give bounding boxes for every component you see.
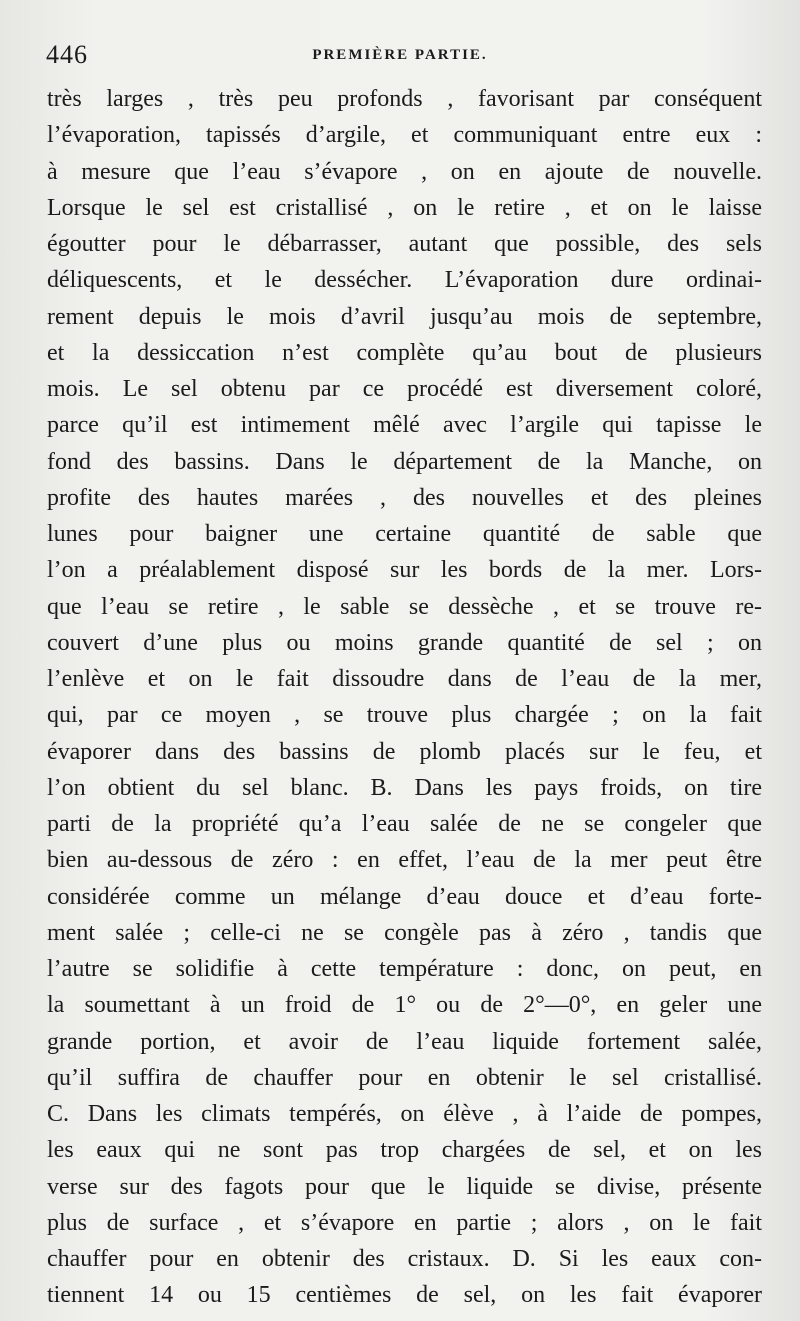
text-line: lunes pour baigner une certaine quantité de sable que	[47, 521, 762, 547]
text-line: l’autre se solidifie à cette température : donc, on peut, en	[47, 956, 762, 982]
text-line: qui, par ce moyen , se trouve plus chargée ; on la fait	[47, 702, 762, 729]
text-line: parti de la propriété qu’a l’eau salée de ne se congeler que	[47, 811, 762, 837]
running-title: PREMIÈRE PARTIE.	[312, 47, 488, 63]
text-line: l’évaporation, tapissés d’argile, et communiquant entre eux :	[47, 122, 762, 149]
text-line: verse sur des fagots pour que le liquide se divise, présente	[47, 1173, 762, 1200]
page-number: 446	[46, 40, 88, 69]
text-line: que l’eau se retire , le sable se dessèche , et se trouve re-	[47, 593, 762, 620]
text-line: rement depuis le mois d’avril jusqu’au mois de septembre,	[47, 303, 762, 330]
body-text	[47, 81, 762, 1314]
text-line: chauffer pour en obtenir des cristaux. D. Si les eaux con-	[47, 1246, 762, 1272]
text-line: ment salée ; celle-ci ne se congèle pas à zéro , tandis que	[47, 919, 762, 946]
text-line: mois. Le sel obtenu par ce procédé est diversement coloré,	[47, 376, 762, 402]
text-line: la soumettant à un froid de 1° ou de 2°—0°, en geler une	[47, 992, 762, 1019]
text-line: les eaux qui ne sont pas trop chargées de sel, et on les	[47, 1137, 762, 1164]
text-line: l’enlève et on le fait dissoudre dans de l’eau de la mer,	[47, 666, 762, 692]
text-line: couvert d’une plus ou moins grande quantité de sel ; on	[47, 629, 762, 656]
text-line: profite des hautes marées , des nouvelles et des pleines	[47, 484, 762, 511]
text-line: qu’il suffira de chauffer pour en obtenir le sel cristallisé.	[47, 1064, 762, 1091]
text-line: déliquescents, et le dessécher. L’évaporation dure ordinai-	[47, 267, 762, 294]
text-line: grande portion, et avoir de l’eau liquide fortement salée,	[47, 1028, 762, 1055]
text-line: bien au-dessous de zéro : en effet, l’eau de la mer peut être	[47, 847, 762, 874]
text-line: à mesure que l’eau s’évapore , on en ajoute de nouvelle.	[47, 158, 762, 185]
text-line: plus de surface , et s’évapore en partie ; alors , on le fait	[47, 1209, 762, 1236]
text-line: Lorsque le sel est cristallisé , on le retire , et on le laisse	[47, 194, 762, 221]
text-line: fond des bassins. Dans le département de la Manche, on	[47, 448, 762, 475]
text-line: évaporer dans des bassins de plomb placés sur le feu, et	[47, 738, 762, 765]
text-line: tiennent 14 ou 15 centièmes de sel, on les fait évaporer	[47, 1282, 762, 1309]
text-line: égoutter pour le débarrasser, autant que possible, des sels	[47, 231, 762, 257]
text-line: considérée comme un mélange d’eau douce et d’eau forte-	[47, 883, 762, 910]
text-line: très larges , très peu profonds , favorisant par conséquent	[47, 86, 762, 112]
text-line: C. Dans les climats tempérés, on élève , à l’aide de pompes,	[47, 1101, 762, 1127]
text-line: parce qu’il est intimement mêlé avec l’argile qui tapisse le	[47, 412, 762, 439]
text-line: et la dessiccation n’est complète qu’au bout de plusieurs	[47, 339, 762, 366]
text-line: l’on a préalablement disposé sur les bords de la mer. Lors-	[47, 557, 762, 584]
text-line: l’on obtient du sel blanc. B. Dans les pays froids, on tire	[47, 774, 762, 801]
